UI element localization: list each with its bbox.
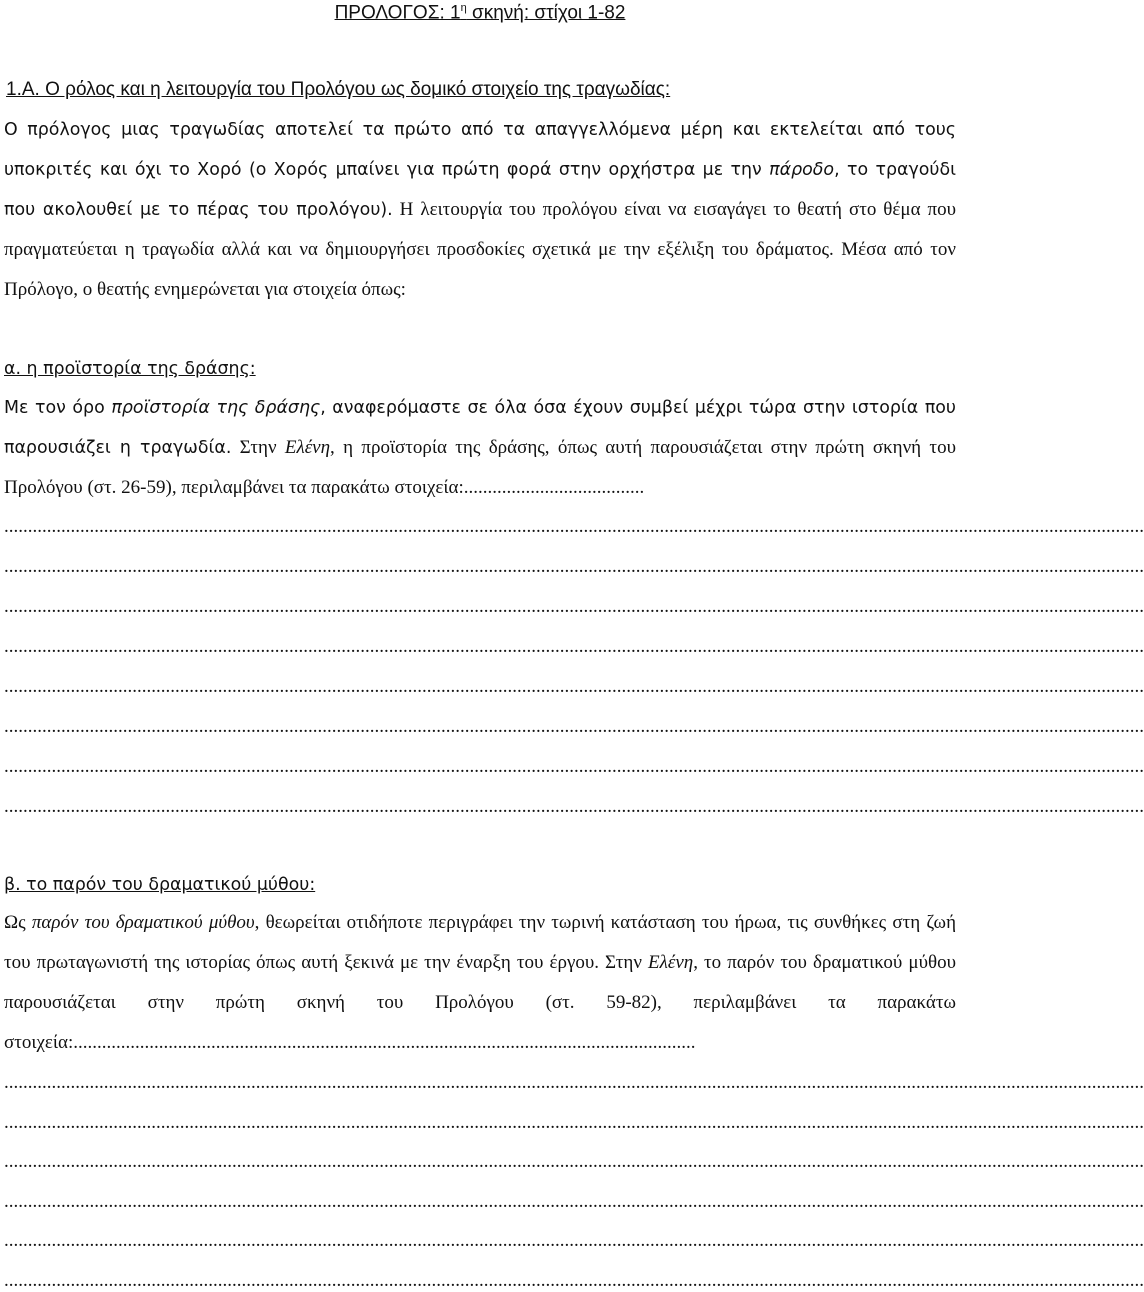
- answer-dot-line: ................................................................................................................................................................................................................................................: [4, 1190, 1144, 1212]
- section-heading: 1.Α. Ο ρόλος και η λειτουργία του Προλόγου ως δομικό στοιχείο της τραγωδίας:: [6, 79, 671, 100]
- answer-dot-line: ................................................................................................................................................................................................................................................: [4, 1072, 1144, 1093]
- intro-paragraph: [4, 110, 956, 310]
- section-a-text-1: Με τον όρο: [4, 398, 112, 418]
- page-title: [0, 2, 960, 24]
- answer-dot-line: ................................................................................................................................................................................................................................................: [4, 1269, 1144, 1291]
- intro-text-1: Ο πρόλογος μιας τραγωδίας αποτελεί τα πρώτο από τα απαγγελλόμενα μέρη και εκτελείται από τους υποκριτές και όχι το Χορό (ο Χορός μπαίνει για πρώτη φορά στην ορχήστρα με την: [4, 120, 956, 180]
- title-text: ΠΡΟΛΟΓΟΣ: 1: [334, 2, 461, 24]
- intro-emphasis: πάροδο: [769, 160, 835, 180]
- answer-dot-line: ................................................................................................................................................................................................................................................: [4, 1111, 1144, 1133]
- section-a-text-2: , αναφερόμαστε σε όλα όσα έχουν συμβεί μέχρι τώρα στην ιστορία που παρουσιάζει η τραγωδία.: [4, 398, 956, 458]
- answer-dot-line: ................................................................................................................................................................................................................................................: [4, 716, 1144, 737]
- section-b-emphasis-1: παρόν του δραματικού μύθου: [31, 912, 255, 933]
- section-b-text-3: , το παρόν του δραματικού μύθου παρουσιάζεται στην πρώτη σκηνή του Προλόγου (στ. 59-82), περιλαμβάνει τα παρακάτω στοιχεία:: [4, 952, 956, 1053]
- section-a-paragraph: [4, 388, 956, 508]
- section-a-emphasis-1: προϊστορία της δράσης: [111, 398, 321, 418]
- section-b-paragraph: [4, 903, 956, 1063]
- section-b-text-2: , θεωρείται οτιδήποτε περιγράφει την τωρινή κατάσταση του ήρωα, τις συνθήκες στη ζωή του πρωταγωνιστή της ιστορίας όπως αυτή ξεκινά με την έναρξη του έργου. Στην: [4, 912, 956, 973]
- section-a-text-3: Στην: [231, 437, 285, 458]
- answer-dot-line: ................................................................................................................................................................................................................................................: [4, 636, 1144, 657]
- answer-dot-line: ................................................................................................................................................................................................................................................: [4, 1230, 1144, 1251]
- section-a-text-4: , η προϊστορία της δράσης, όπως αυτή παρουσιάζεται στην πρώτη σκηνή του Προλόγου (στ. 26-59), περιλαμβάνει τα παρακάτω στοιχεία:: [4, 437, 956, 498]
- section-a-heading: α. η προϊστορία της δράσης:: [4, 359, 256, 379]
- answer-dot-line: ................................................................................................................................................................................................................................................: [4, 516, 1144, 537]
- section-a-answer-start: ......................................: [463, 477, 645, 498]
- title-superscript: η: [460, 2, 467, 14]
- answer-dot-line: ................................................................................................................................................................................................................................................: [4, 756, 1144, 777]
- answer-dot-line: ................................................................................................................................................................................................................................................: [4, 556, 1144, 577]
- section-b-emphasis-2: Ελένη: [648, 952, 694, 973]
- intro-text-2: , το τραγούδι που ακολουθεί με το πέρας του προλόγου).: [4, 160, 956, 220]
- title-text-suffix: σκηνή: στίχοι 1-82: [466, 2, 626, 24]
- intro-text-4: Μέσα από τον Πρόλογο, ο θεατής ενημερώνεται για στοιχεία όπως:: [4, 239, 956, 300]
- section-b-answer-start: ...................................................................................................................................: [73, 1032, 696, 1053]
- intro-text-3: Η λειτουργία του προλόγου είναι να εισαγάγει το θεατή στο θέμα που πραγματεύεται η τραγωδία αλλά και να δημιουργήσει προσδοκίες σχετικά με την εξέλιξη του δράματος.: [4, 199, 957, 260]
- section-b-heading: β. το παρόν του δραματικού μύθου:: [4, 875, 316, 895]
- section-b-text-1: Ως: [4, 912, 32, 933]
- answer-dot-line: ................................................................................................................................................................................................................................................: [4, 596, 1144, 617]
- answer-dot-line: ................................................................................................................................................................................................................................................: [4, 676, 1144, 697]
- section-a-emphasis-2: Ελένη: [284, 437, 331, 458]
- answer-dot-line: ................................................................................................................................................................................................................................................: [4, 796, 1144, 817]
- answer-dot-line: ................................................................................................................................................................................................................................................: [4, 1151, 1144, 1172]
